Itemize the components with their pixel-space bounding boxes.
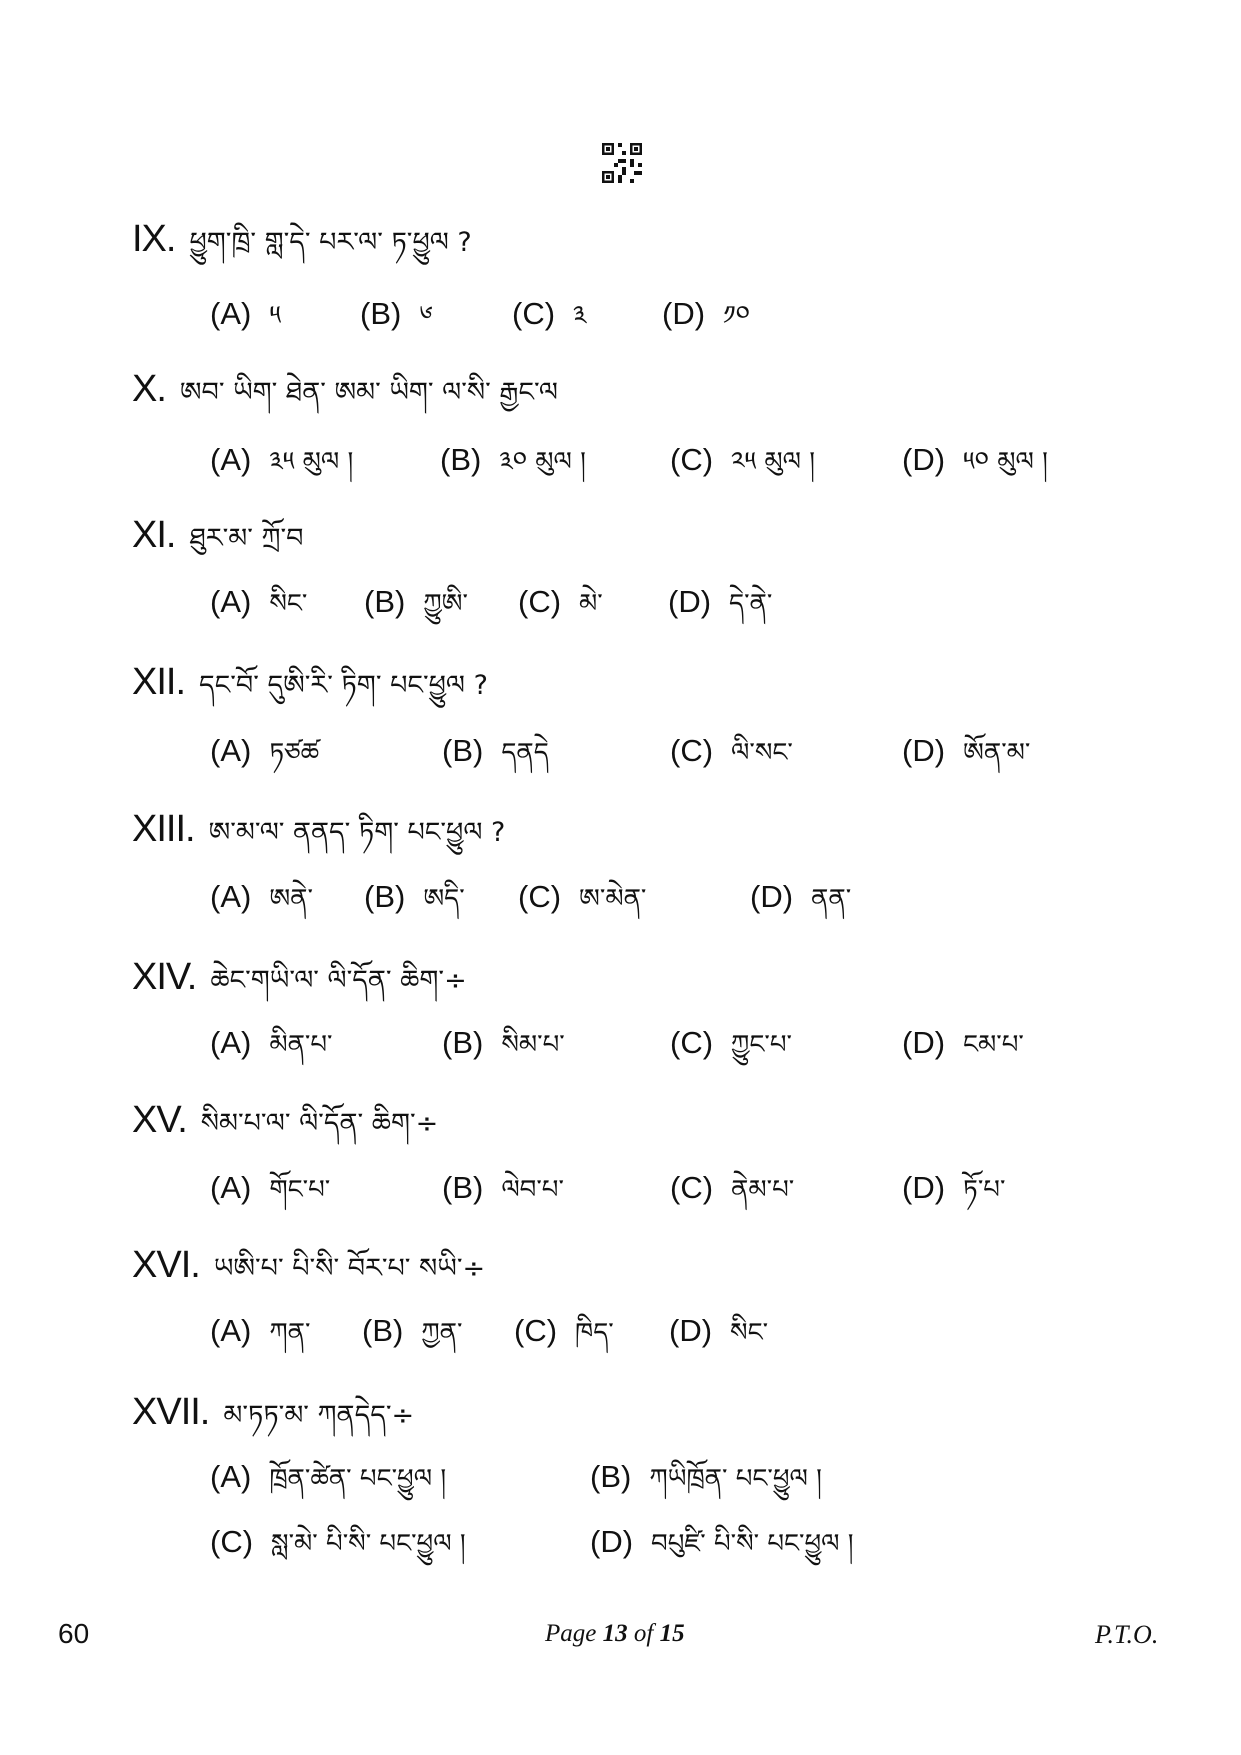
option-d: (D) ནན་ bbox=[750, 879, 852, 914]
options-13 bbox=[210, 870, 851, 943]
options-17-row-1 bbox=[210, 1450, 822, 1523]
option-d: (D) ཨོན་མ་ bbox=[902, 733, 1031, 768]
option-a: (A) མིན་པ་ bbox=[210, 1025, 333, 1060]
option-b: (B) ༣༠ མུལ ། bbox=[440, 442, 586, 477]
option-c: (C) ༢༥ མུལ ། bbox=[670, 442, 816, 477]
option-d: (D) ༡༠ bbox=[662, 296, 750, 331]
options-14 bbox=[210, 1016, 1024, 1089]
option-b: (B) ཀྱུཨི་ bbox=[364, 584, 468, 619]
option-b: (B) ཨདི་ bbox=[364, 879, 465, 914]
option-d: (D) ཏོ་པ་ bbox=[902, 1170, 1006, 1205]
question-16 bbox=[132, 1238, 485, 1314]
please-turn-over: P.T.O. bbox=[1095, 1620, 1159, 1649]
option-c: (C) མེ་ bbox=[518, 584, 603, 619]
question-number: XV. bbox=[132, 1099, 187, 1141]
question-number: X. bbox=[132, 368, 166, 410]
option-a: (A) ༣༥ མུལ ། bbox=[210, 442, 354, 477]
option-a: (A) ཨནེ་ bbox=[210, 879, 313, 914]
question-text: ཡཨི་པ་ པི་སི་ བོར་པ་ སཡི་÷ bbox=[213, 1253, 486, 1284]
question-text: ཨ་མ་ལ་ ནནད་ ཏིག་ པང་ཕྱུལ ? bbox=[208, 817, 506, 848]
options-15 bbox=[210, 1161, 1005, 1234]
option-a: (A) སིང་ bbox=[210, 584, 308, 619]
options-11 bbox=[210, 575, 772, 648]
question-12 bbox=[132, 655, 488, 731]
option-a: (A) གོང་པ་ bbox=[210, 1170, 331, 1205]
options-10 bbox=[210, 433, 1048, 506]
option-a: (A) ༥ bbox=[210, 296, 281, 331]
option-b: (B) དནདེ bbox=[442, 733, 549, 768]
options-9 bbox=[210, 287, 750, 360]
option-c: (C) ༣ bbox=[512, 296, 587, 331]
question-15 bbox=[132, 1093, 438, 1169]
question-9 bbox=[132, 212, 472, 288]
option-c: (C) ཁིད་ bbox=[514, 1313, 614, 1348]
option-c: (C) ཀྱུང་པ་ bbox=[670, 1025, 792, 1060]
option-b: (B) ༦ bbox=[360, 296, 433, 331]
option-d: (D) སིང་ bbox=[669, 1313, 769, 1348]
question-11 bbox=[132, 508, 303, 584]
question-number: XIII. bbox=[132, 808, 195, 850]
question-13 bbox=[132, 802, 505, 878]
question-10 bbox=[132, 362, 558, 438]
option-d: (D) ངམ་པ་ bbox=[902, 1025, 1024, 1060]
options-16 bbox=[210, 1304, 768, 1377]
option-c: (C) ལི་སང་ bbox=[670, 733, 793, 768]
option-c: (C) སླ་མེ་ པི་སི་ པང་ཕྱུལ ། bbox=[210, 1524, 466, 1559]
option-a: (A) ཁྲོན་ཚེན་ པང་ཕྱུལ ། bbox=[210, 1459, 447, 1494]
question-text: ཆེང་གཡི་ལ་ ལི་དོན་ ཆིག་÷ bbox=[210, 965, 467, 996]
option-a: (A) ཀན་ bbox=[210, 1313, 311, 1348]
question-number: XIV. bbox=[132, 956, 197, 998]
option-d: (D) ༥༠ མུལ ། bbox=[902, 442, 1048, 477]
option-b: (B) ལེབ་པ་ bbox=[442, 1170, 564, 1205]
footer-code-number: 60 bbox=[58, 1618, 90, 1649]
question-number: XII. bbox=[132, 661, 186, 703]
page-indicator: Page 13 of 15 bbox=[545, 1620, 685, 1647]
question-text: དང་བོ་ དུཨི་རི་ ཏིག་ པང་ཕྱུལ ? bbox=[199, 670, 488, 701]
question-number: XVII. bbox=[132, 1391, 210, 1433]
question-text: ཕྱུག་ཁྲི་ གླ་དེ་ པར་ལ་ ཏ་ཕྱུལ ? bbox=[189, 227, 472, 258]
qr-code-icon bbox=[602, 143, 642, 183]
question-number: XVI. bbox=[132, 1244, 200, 1286]
question-number: IX. bbox=[132, 218, 176, 260]
options-17-row-2 bbox=[210, 1515, 854, 1588]
options-12 bbox=[210, 724, 1030, 797]
question-14 bbox=[132, 950, 467, 1026]
option-c: (C) ཨ་མེན་ bbox=[518, 879, 647, 914]
option-b: (B) ཀཡིཁྲོན་ པང་ཕྱུལ ། bbox=[590, 1459, 822, 1494]
question-text: མ་ཏཏ་མ་ ཀནདེད་÷ bbox=[223, 1400, 415, 1431]
question-text: ཐུར་མ་ ཀྲོ་བ bbox=[189, 523, 304, 554]
option-d: (D) བཔུཛི་ པི་སི་ པང་ཕྱུལ ། bbox=[590, 1524, 854, 1559]
option-b: (B) ཀྱན་ bbox=[362, 1313, 463, 1348]
question-text: ཨབ་ ཡིག་ ཐེན་ ཨམ་ ཡིག་ ལ་སི་ རྒྱང་ལ bbox=[179, 377, 558, 408]
option-d: (D) དེ་ནེ་ bbox=[668, 584, 773, 619]
option-c: (C) ནེམ་པ་ bbox=[670, 1170, 795, 1205]
question-text: སིམ་པ་ལ་ ལི་དོན་ ཆིག་÷ bbox=[200, 1108, 439, 1139]
option-b: (B) སིམ་པ་ bbox=[442, 1025, 565, 1060]
option-a: (A) ཏཙཚ bbox=[210, 733, 320, 768]
question-number: XI. bbox=[132, 514, 176, 556]
